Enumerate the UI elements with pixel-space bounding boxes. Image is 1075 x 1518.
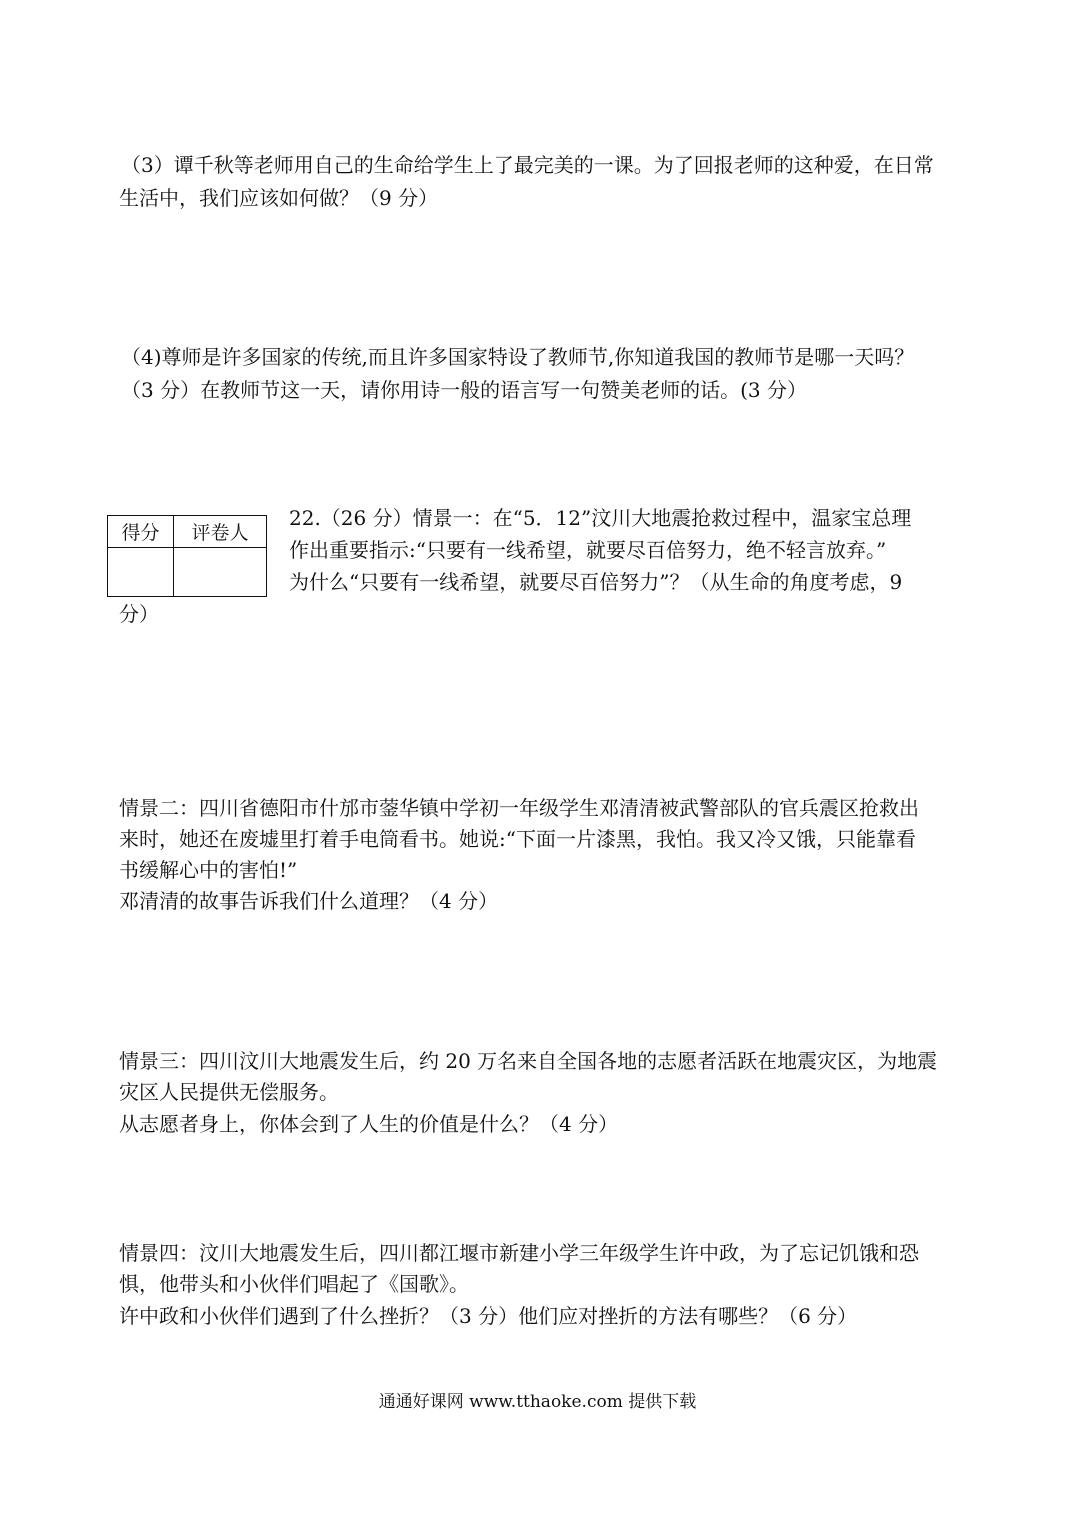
q22-line-1: 22.（26 分）情景一：在“5．12”汶川大地震抢救过程中，温家宝总理 xyxy=(289,506,912,530)
q3-line-2: 生活中，我们应该如何做？（9 分） xyxy=(119,186,439,210)
score-header: 得分 xyxy=(108,516,174,548)
q3-line-1: （3）谭千秋等老师用自己的生命给学生上了最完美的一课。为了回报老师的这种爱，在日常 xyxy=(121,153,934,177)
scenario2-line-1: 情景二：四川省德阳市什邡市蓥华镇中学初一年级学生邓清清被武警部队的官兵震区抢救出 xyxy=(119,796,919,820)
scenario2-line-2: 来时，她还在废墟里打着手电筒看书。她说:“下面一片漆黑，我怕。我又冷又饿，只能靠看 xyxy=(119,827,916,851)
scenario2-line-3: 书缓解心中的害怕!” xyxy=(119,858,298,882)
q4-line-1: （4)尊师是许多国家的传统,而且许多国家特设了教师节,你知道我国的教师节是哪一天吗？ xyxy=(121,345,915,369)
score-table xyxy=(107,515,267,597)
scenario2-question: 邓清清的故事告诉我们什么道理？（4 分） xyxy=(119,889,499,913)
scenario4-question: 许中政和小伙伴们遇到了什么挫折？（3 分）他们应对挫折的方法有哪些？（6 分） xyxy=(119,1304,858,1328)
footer-credit: 通通好课网 www.tthaoke.com 提供下载 xyxy=(378,1392,697,1412)
scenario4-line-2: 惧，他带头和小伙伴们唱起了《国歌》。 xyxy=(119,1272,469,1296)
q22-line-3: 为什么“只要有一线希望，就要尽百倍努力”？（从生命的角度考虑，9 xyxy=(289,570,903,594)
q22-line-2: 作出重要指示:“只要有一线希望，就要尽百倍努力，绝不轻言放弃。” xyxy=(289,538,887,562)
score-cell xyxy=(108,548,174,597)
scenario3-line-2: 灾区人民提供无偿服务。 xyxy=(119,1080,339,1104)
grader-cell xyxy=(174,548,267,597)
scenario3-line-1: 情景三：四川汶川大地震发生后，约 20 万名来自全国各地的志愿者活跃在地震灾区，为地震 xyxy=(119,1049,938,1073)
grader-header: 评卷人 xyxy=(174,516,267,548)
scenario3-question: 从志愿者身上，你体会到了人生的价值是什么？（4 分） xyxy=(119,1112,619,1136)
q22-line-4: 分） xyxy=(119,602,159,626)
scenario4-line-1: 情景四：汶川大地震发生后，四川都江堰市新建小学三年级学生许中政，为了忘记饥饿和恐 xyxy=(119,1241,919,1265)
q4-line-2: （3 分）在教师节这一天，请你用诗一般的语言写一句赞美老师的话。(3 分） xyxy=(121,378,807,402)
